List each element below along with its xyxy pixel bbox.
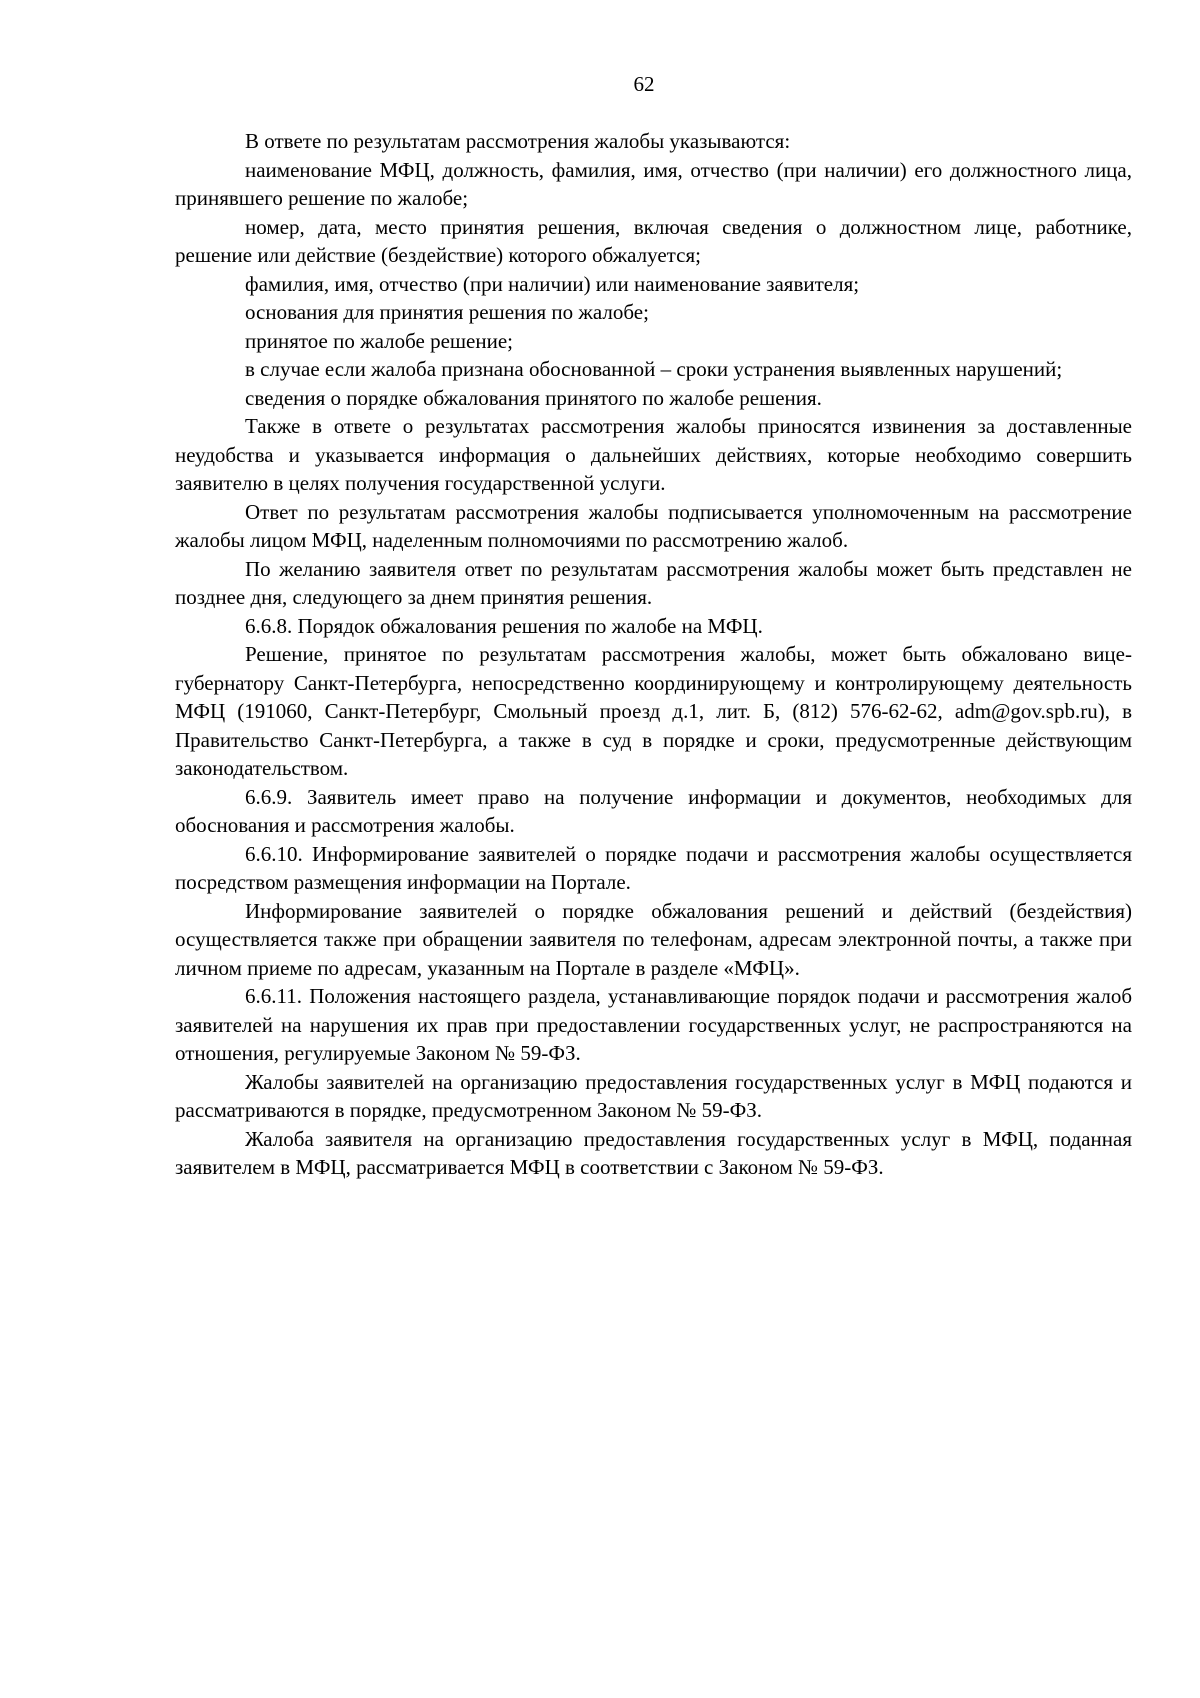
document-body: [175, 127, 1132, 1182]
paragraph: фамилия, имя, отчество (при наличии) или наименование заявителя;: [245, 271, 860, 296]
paragraph: в случае если жалоба признана обоснованной – сроки устранения выявленных нарушений;: [245, 357, 1063, 381]
section-heading: 6.6.8. Порядок обжалования решения по жалобе на МФЦ.: [245, 613, 763, 638]
paragraph: 6.6.9. Заявитель имеет право на получение информации и документов, необходимых для обоснования и рассмотрения жалобы.: [175, 784, 1132, 837]
paragraph: принятое по жалобе решение;: [245, 328, 514, 353]
paragraph: 6.6.10. Информирование заявителей о порядке подачи и рассмотрения жалобы осуществляется посредством размещения информации на Портале.: [175, 841, 1132, 894]
paragraph: основания для принятия решения по жалобе;: [245, 300, 649, 324]
page-number: 62: [633, 72, 655, 96]
paragraph: наименование МФЦ, должность, фамилия, имя, отчество (при наличии) его должностного лица, принявшего решение по жалобе;: [175, 157, 1132, 210]
paragraph: сведения о порядке обжалования принятого по жалобе решения.: [245, 385, 822, 410]
paragraph: Жалоба заявителя на организацию предоставления государственных услуг в МФЦ, поданная заявителем в МФЦ, рассматривается МФЦ в соответствии с Законом № 59-ФЗ.: [175, 1126, 1132, 1179]
paragraph: Решение, принятое по результатам рассмотрения жалобы, может быть обжаловано вице-губернатору Санкт-Петербурга, непосредственно координирующему и контролирующему деятельность МФЦ (191060, Санкт-Петербург, Смольный проезд д.1, лит. Б, (812) 576-62-62, adm@gov.spb.ru), в Правительство Санкт-Петербурга, а также в суд в порядке и сроки, предусмотренные действующим законодательством.: [175, 642, 1132, 780]
paragraph: номер, дата, место принятия решения, включая сведения о должностном лице, работнике, решение или действие (бездействие) которого обжалуется;: [175, 214, 1132, 267]
paragraph: По желанию заявителя ответ по результатам рассмотрения жалобы может быть представлен не позднее дня, следующего за днем принятия решения.: [175, 556, 1132, 609]
paragraph: В ответе по результатам рассмотрения жалобы указываются:: [245, 129, 791, 153]
paragraph: Информирование заявителей о порядке обжалования решений и действий (бездействия) осуществляется также при обращении заявителя по телефонам, адресам электронной почты, а также при личном приеме по адресам, указанным на Портале в разделе «МФЦ».: [175, 898, 1132, 980]
paragraph: Ответ по результатам рассмотрения жалобы подписывается уполномоченным на рассмотрение жалобы лицом МФЦ, наделенным полномочиями по рассмотрению жалоб.: [175, 499, 1132, 552]
paragraph: 6.6.11. Положения настоящего раздела, устанавливающие порядок подачи и рассмотрения жалоб заявителей на нарушения их прав при предоставлении государственных услуг, не распространяются на отношения, регулируемые Законом № 59-ФЗ.: [175, 984, 1132, 1065]
paragraph: Жалобы заявителей на организацию предоставления государственных услуг в МФЦ подаются и рассматриваются в порядке, предусмотренном Законом № 59-ФЗ.: [175, 1069, 1132, 1122]
paragraph: Также в ответе о результатах рассмотрения жалобы приносятся извинения за доставленные неудобства и указывается информация о дальнейших действиях, которые необходимо совершить заявителю в целях получения государственной услуги.: [175, 414, 1132, 495]
